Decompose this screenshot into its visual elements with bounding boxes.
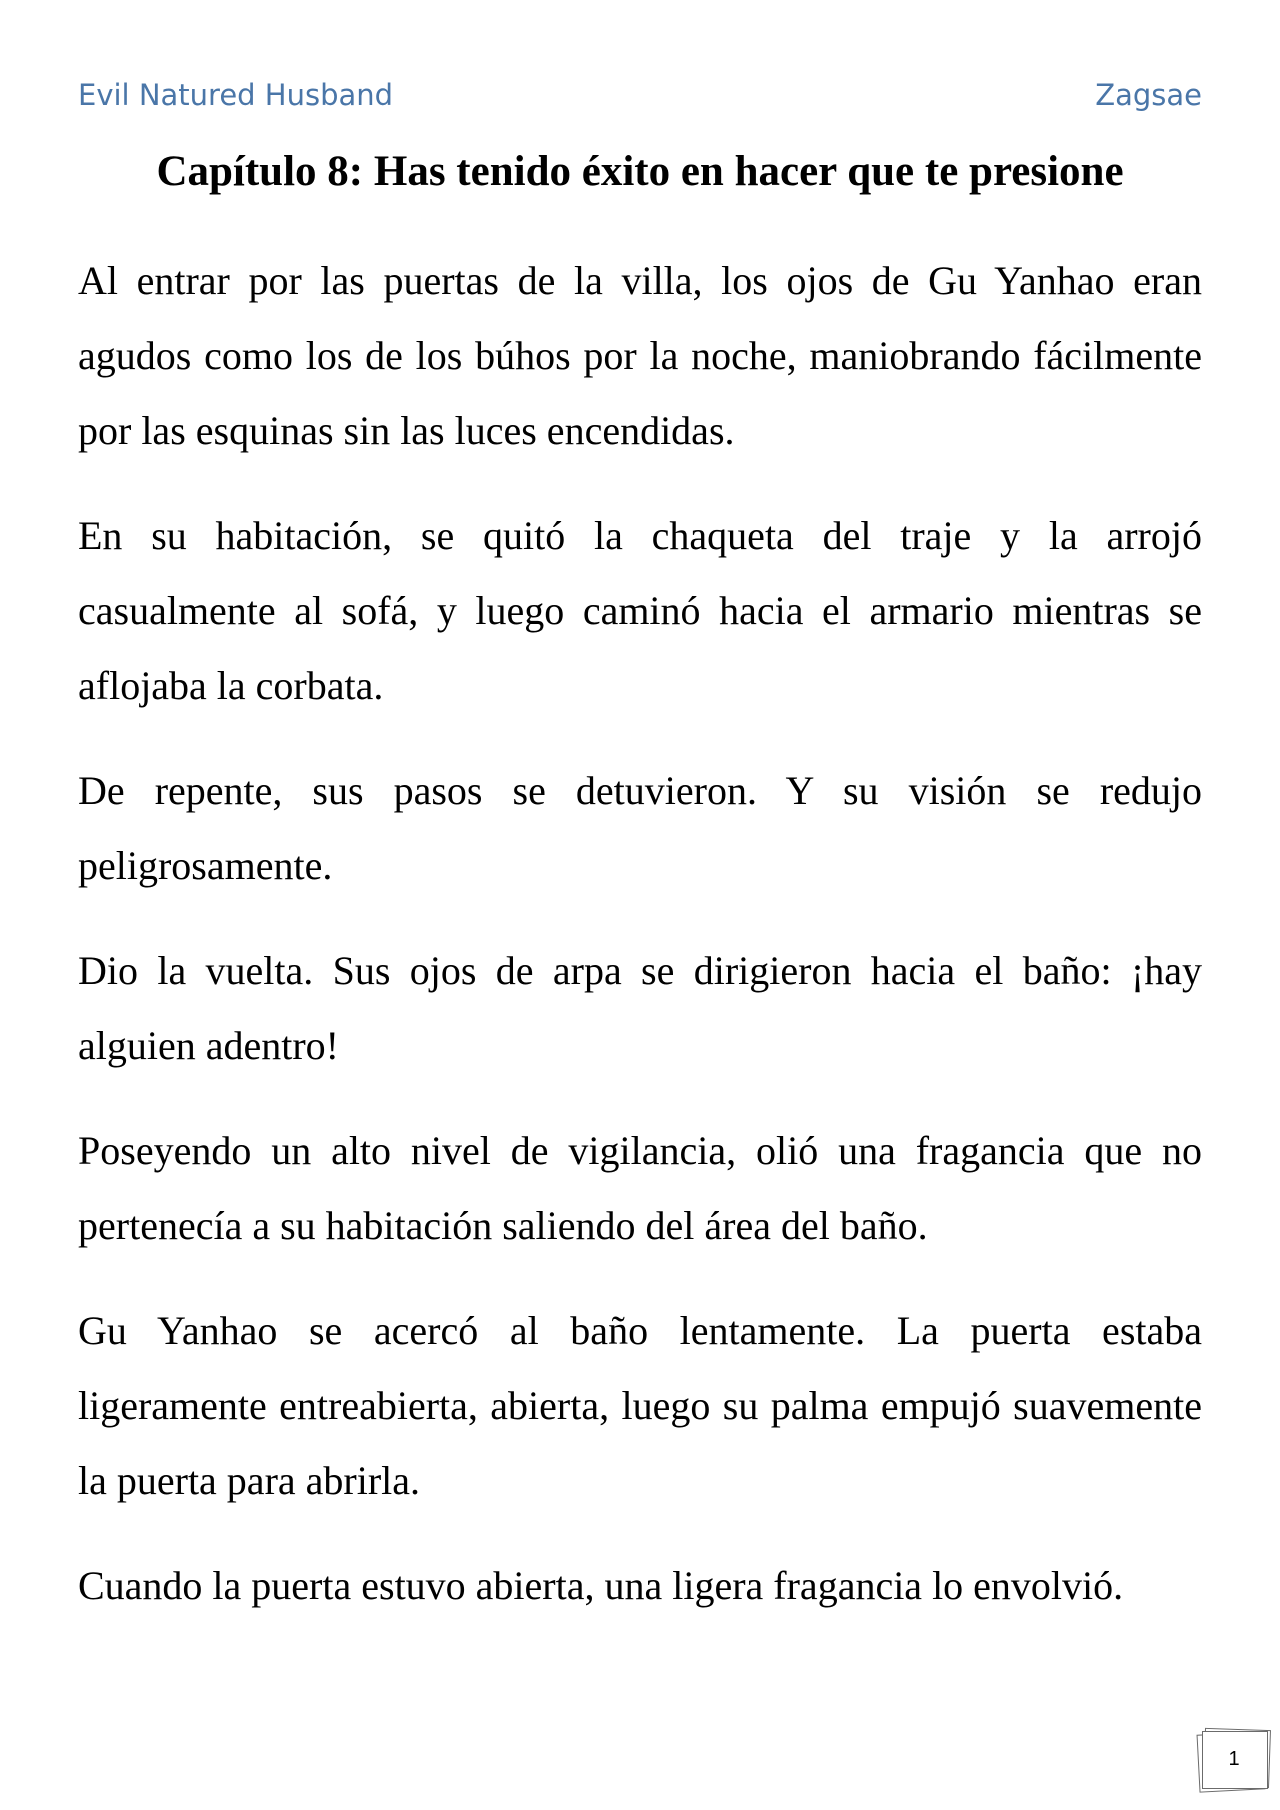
- header-book-title: Evil Natured Husband: [78, 78, 394, 112]
- paragraph: De repente, sus pasos se detuvieron. Y su visión se redujo peligrosamente.: [78, 768, 1202, 888]
- paragraph: Cuando la puerta estuvo abierta, una ligera fragancia lo envolvió.: [78, 1563, 1124, 1608]
- paragraph: En su habitación, se quitó la chaqueta del traje y la arrojó casualmente al sofá, y luego caminó hacia el armario mientras se aflojaba la corbata.: [78, 513, 1202, 708]
- paragraph: Gu Yanhao se acercó al baño lentamente. La puerta estaba ligeramente entreabierta, abierta, luego su palma empujó suavemente la puerta para abrirla.: [78, 1308, 1202, 1503]
- paragraph: Dio la vuelta. Sus ojos de arpa se dirigieron hacia el baño: ¡hay alguien adentro!: [78, 948, 1202, 1068]
- chapter-body: [78, 243, 1202, 1653]
- paragraph: Poseyendo un alto nivel de vigilancia, olió una fragancia que no pertenecía a su habitación saliendo del área del baño.: [78, 1128, 1202, 1248]
- header-author: Zagsae: [1095, 78, 1202, 112]
- page-number-badge: [1198, 1727, 1272, 1793]
- paragraph: Al entrar por las puertas de la villa, los ojos de Gu Yanhao eran agudos como los de los búhos por la noche, maniobrando fácilmente por las esquinas sin las luces encendidas.: [78, 258, 1202, 453]
- page-number: 1: [1228, 1747, 1240, 1770]
- chapter-title: Capítulo 8: Has tenido éxito en hacer que te presione: [156, 148, 1124, 195]
